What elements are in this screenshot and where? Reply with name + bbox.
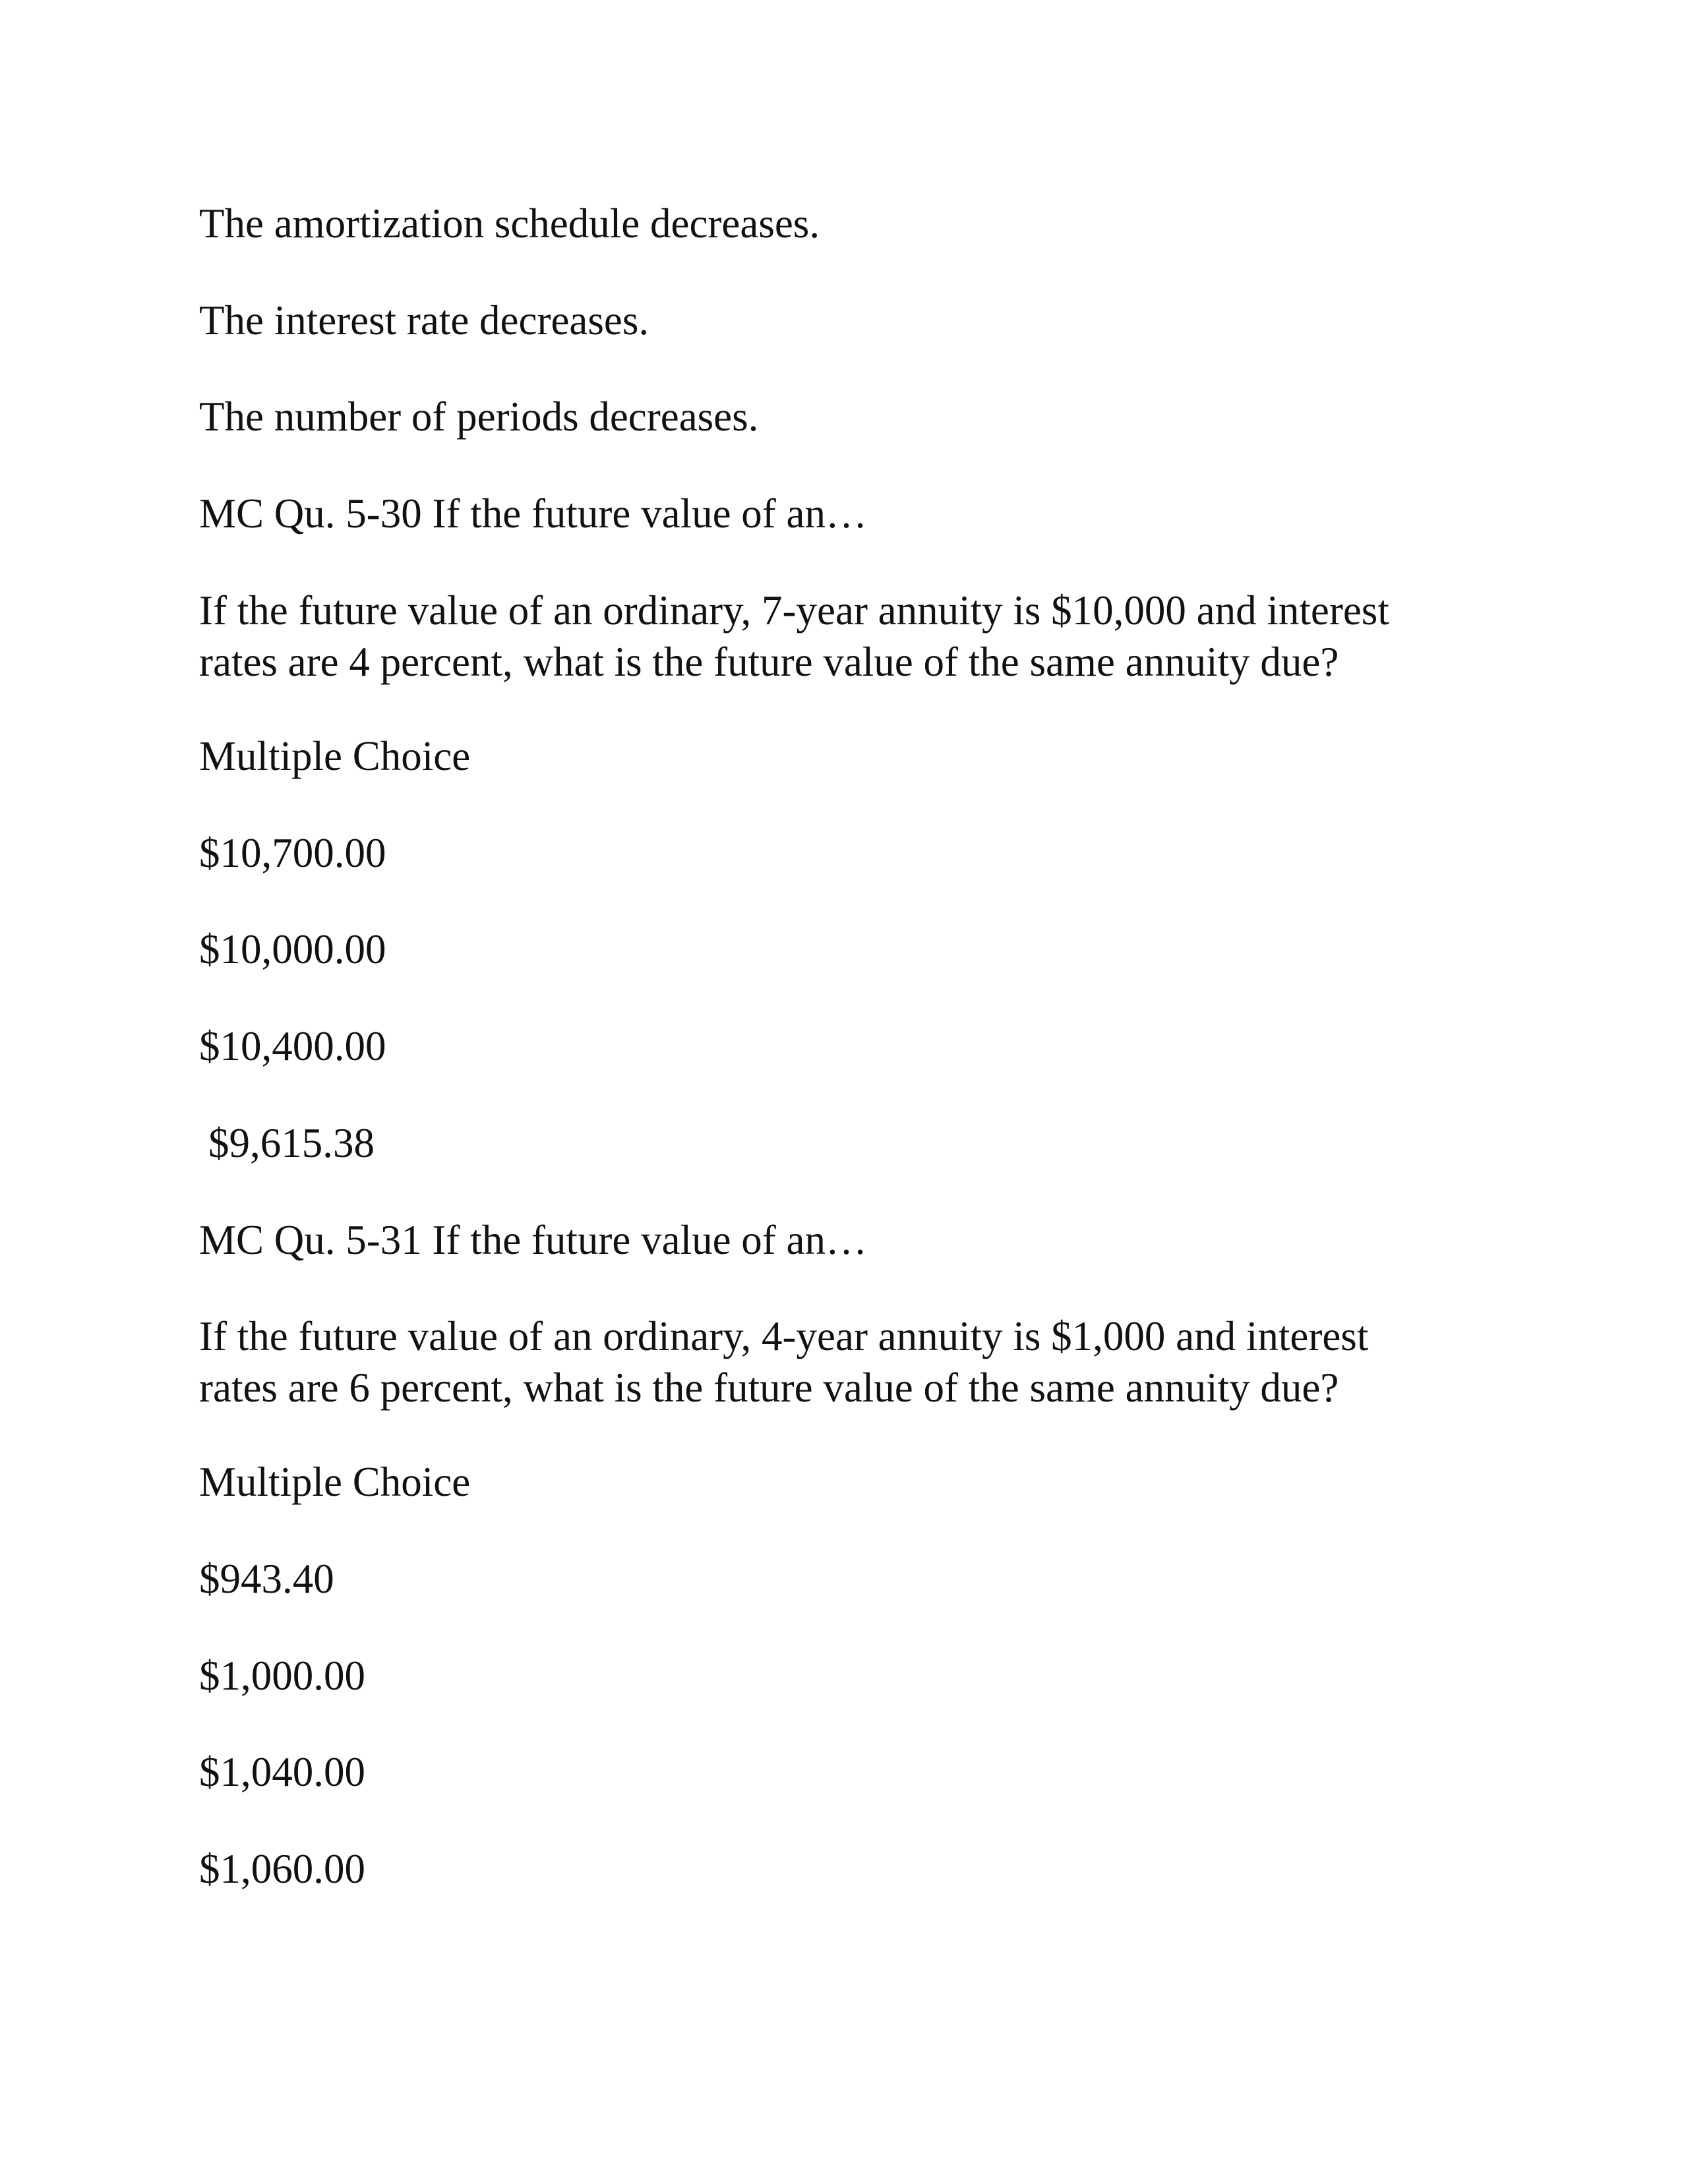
answer-choice: $943.40 [199,1556,334,1602]
question-text [199,585,1531,688]
answer-choice: $10,000.00 [199,926,386,972]
answer-choice: $1,060.00 [199,1846,365,1892]
question-type-label: Multiple Choice [199,733,471,779]
answer-option: The amortization schedule decreases. [199,200,820,247]
question-header: MC Qu. 5-30 If the future value of an… [199,490,867,537]
question-text-line: If the future value of an ordinary, 7-year annuity is $10,000 and interest [199,587,1389,634]
answer-choice: $1,040.00 [199,1749,365,1795]
answer-choice: $1,000.00 [199,1653,365,1699]
answer-choice: $9,615.38 [208,1120,375,1166]
question-type-label: Multiple Choice [199,1459,471,1505]
answer-option: The interest rate decreases. [199,297,649,343]
answer-choice: $10,700.00 [199,830,386,876]
question-text-line: If the future value of an ordinary, 4-year annuity is $1,000 and interest [199,1313,1369,1359]
question-text-line: rates are 6 percent, what is the future value of the same annuity due? [199,1365,1339,1411]
question-text [199,1311,1531,1413]
answer-choice: $10,400.00 [199,1023,386,1069]
answer-option: The number of periods decreases. [199,394,759,440]
question-text-line: rates are 4 percent, what is the future value of the same annuity due? [199,639,1339,685]
question-header: MC Qu. 5-31 If the future value of an… [199,1217,867,1263]
